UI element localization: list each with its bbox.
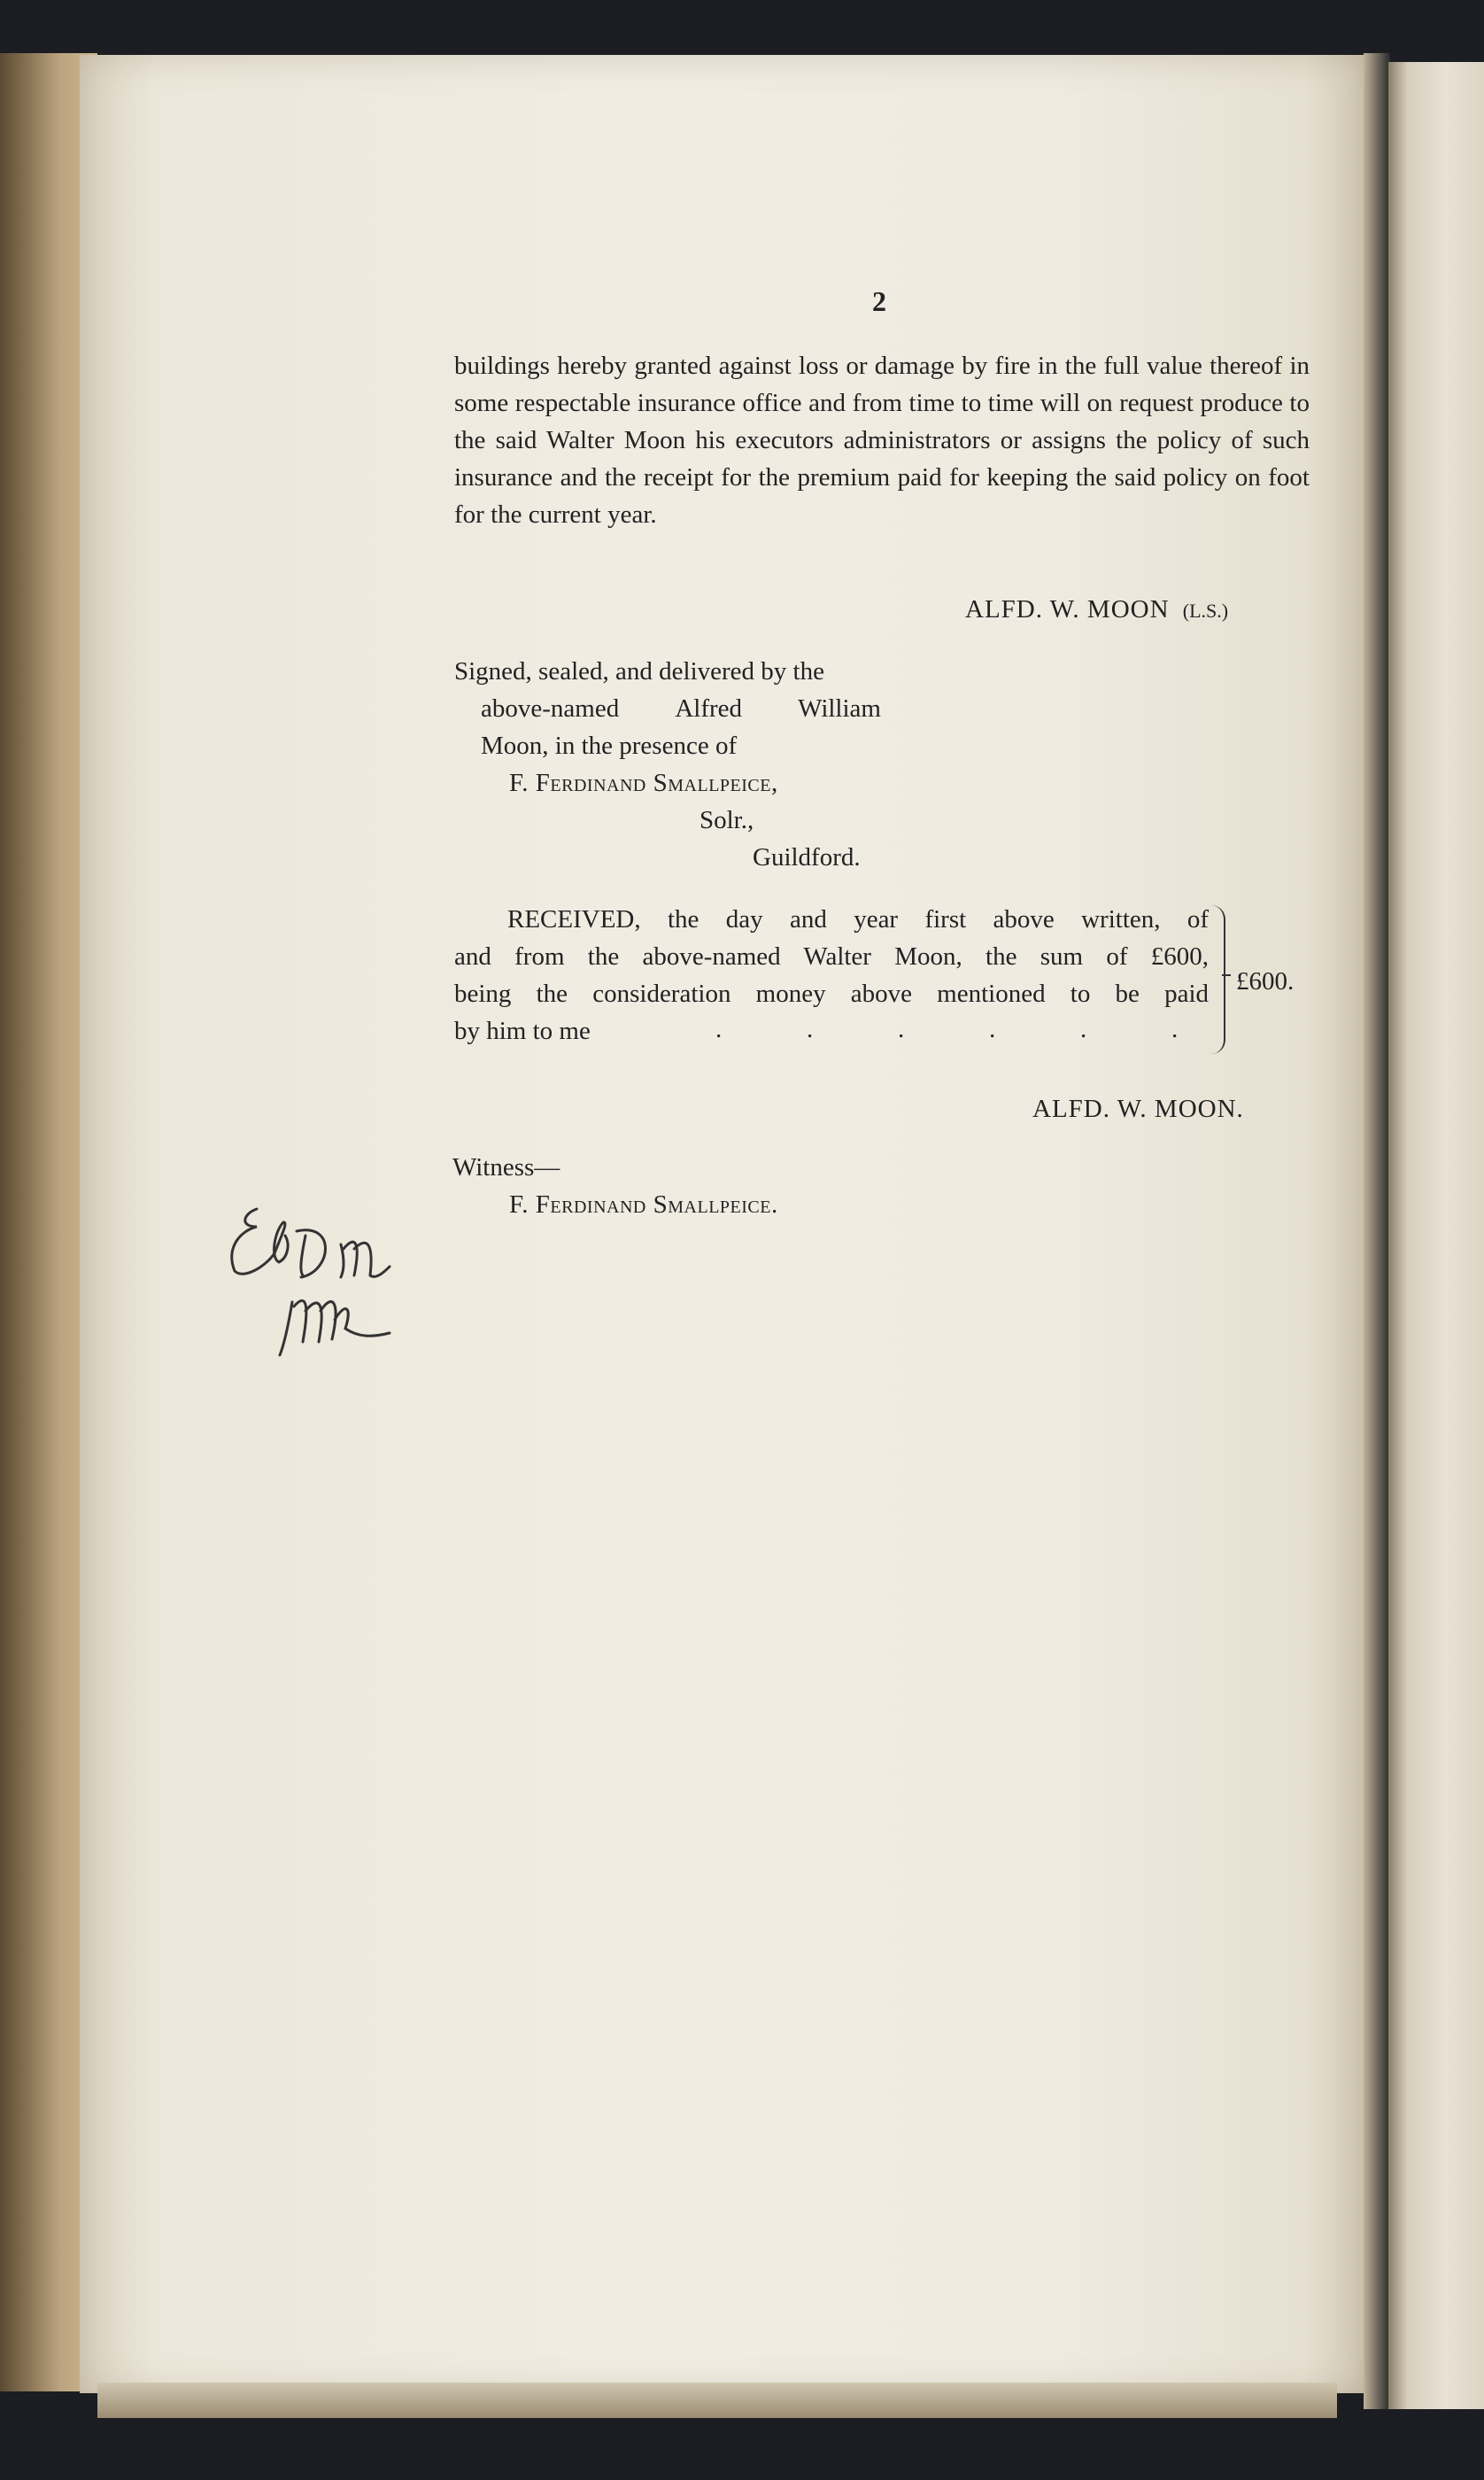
seal-mark: (L.S.) (1182, 600, 1229, 622)
receipt-leader-dots (715, 1015, 1211, 1044)
attestation-word: William (798, 694, 881, 723)
attestation-witness-place: Guildford. (753, 843, 861, 872)
attestation-line-3: Moon, in the presence of (481, 732, 738, 760)
attestation-word: above-named (481, 694, 620, 723)
receipt-line-2: and from the above-named Walter Moon, the sum of £600, (454, 942, 1209, 971)
receipt-line-1: RECEIVED, the day and year first above written, of (507, 905, 1209, 934)
book-gutter (1364, 53, 1390, 2409)
leader-dot: . (715, 1015, 723, 1043)
signature-block-2: ALFD. W. MOON. (1032, 1095, 1244, 1123)
attestation-witness-title: Solr., (699, 806, 754, 834)
leader-dot: . (989, 1015, 996, 1043)
receipt-brace (1211, 905, 1225, 1054)
leader-dot: . (1080, 1015, 1087, 1043)
receipt-brace-tip (1222, 974, 1231, 976)
leader-dot: . (1171, 1015, 1179, 1043)
leader-dot: . (807, 1015, 814, 1043)
page-number: 2 (872, 285, 886, 317)
receipt-amount: £600. (1236, 967, 1295, 996)
attestation-witness-name: F. Ferdinand Smallpeice, (509, 769, 778, 797)
receipt-line-3: being the consideration money above mentioned to be paid (454, 980, 1209, 1008)
facing-page-edge (1388, 62, 1484, 2409)
witness-label: Witness— (452, 1153, 560, 1182)
deed-paragraph: buildings hereby granted against loss or damage by fire in the full value thereof in some respectable insurance office and from time to time will on request produce to the said Walter Moon his executors administrators or assigns the policy of such insurance and the receipt for the premium paid for keeping the said policy on foot for the current year. (454, 352, 1310, 529)
attestation-line-1: Signed, sealed, and delivered by the (454, 657, 824, 686)
signatory-name: ALFD. W. MOON (965, 595, 1170, 624)
attestation-line-2 (481, 694, 881, 724)
leader-dot: . (898, 1015, 905, 1043)
witness-name: F. Ferdinand Smallpeice. (509, 1190, 778, 1219)
receipt-line-4: by him to me (454, 1017, 591, 1045)
handwritten-initials (221, 1196, 443, 1373)
attestation-word: Alfred (675, 694, 742, 723)
signature-block-1 (965, 595, 1228, 624)
page-stack-bottom (97, 2383, 1337, 2418)
